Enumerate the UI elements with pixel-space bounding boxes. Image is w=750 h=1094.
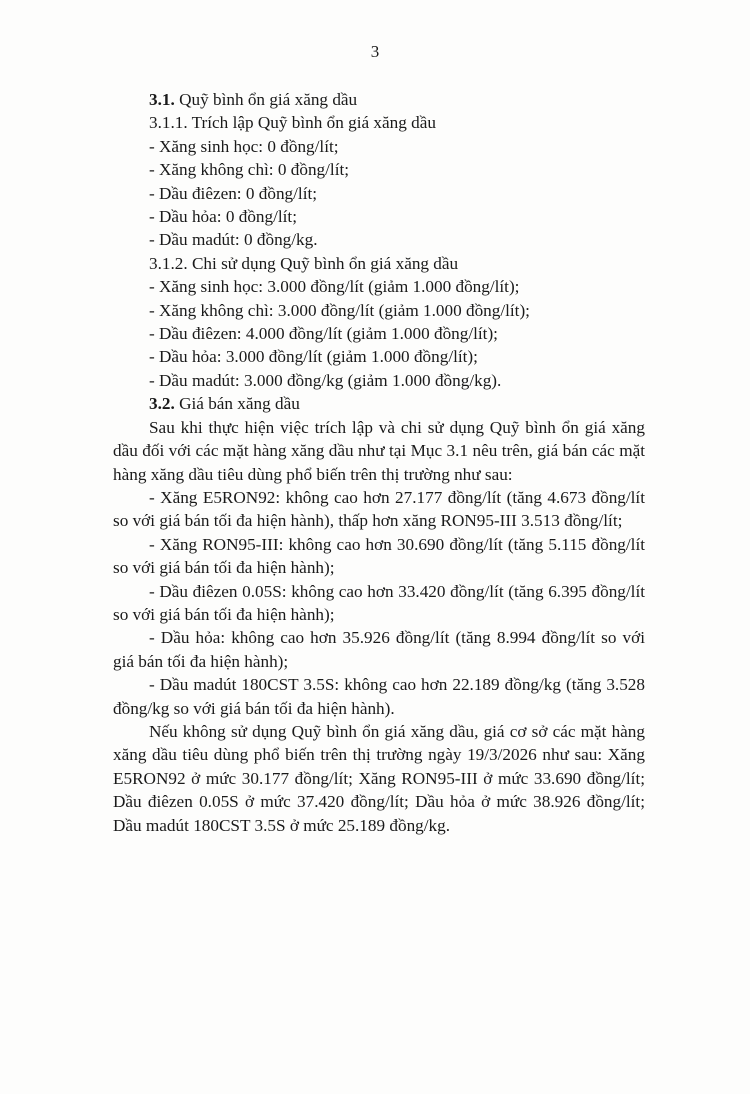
section-3-2-title: Giá bán xăng dầu bbox=[174, 394, 300, 414]
list-item: - Dầu điêzen: 0 đồng/lít; bbox=[149, 183, 318, 203]
list-item: - Xăng không chì: 0 đồng/lít; bbox=[149, 160, 350, 180]
closing-paragraph: Nếu không sử dụng Quỹ bình ổn giá xăng dầu, giá cơ sở các mặt hàng xăng dầu tiêu dùng phổ biến trên thị trường ngày 19/3/2026 như sau: Xăng E5RON92 ở mức 30.177 đồng/lít; Xăng RON95-III ở mức 33.690 đồng/lít; Dầu điêzen 0.05S ở mức 37.420 đồng/lít; Dầu hỏa ở mức 38.926 đồng/lít; Dầu madút 180CST 3.5S ở mức 25.189 đồng/kg. bbox=[113, 721, 645, 835]
list-item: - Xăng sinh học: 0 đồng/lít; bbox=[149, 136, 339, 156]
section-3-1-number: 3.1. bbox=[149, 90, 175, 109]
list-item: - Dầu điêzen: 4.000 đồng/lít (giảm 1.000 đồng/lít); bbox=[149, 324, 498, 344]
price-item: - Dầu hỏa: không cao hơn 35.926 đồng/lít (tăng 8.994 đồng/lít so với giá bán tối đa hiện hành); bbox=[113, 628, 645, 671]
list-item: - Dầu madút: 3.000 đồng/kg (giảm 1.000 đồng/kg). bbox=[149, 370, 502, 390]
list-item: - Xăng không chì: 3.000 đồng/lít (giảm 1.000 đồng/lít); bbox=[149, 300, 530, 320]
subsection-3-1-2-heading: 3.1.2. Chi sử dụng Quỹ bình ổn giá xăng dầu bbox=[149, 253, 459, 273]
list-item: - Dầu hỏa: 0 đồng/lít; bbox=[149, 207, 297, 227]
price-item: - Xăng E5RON92: không cao hơn 27.177 đồng/lít (tăng 4.673 đồng/lít so với giá bán tối đa hiện hành), thấp hơn xăng RON95-III 3.513 đồng/lít; bbox=[113, 487, 645, 531]
list-item: - Dầu hỏa: 3.000 đồng/lít (giảm 1.000 đồng/lít); bbox=[149, 347, 478, 367]
list-item: - Xăng sinh học: 3.000 đồng/lít (giảm 1.000 đồng/lít); bbox=[149, 277, 520, 297]
price-item: - Dầu madút 180CST 3.5S: không cao hơn 22.189 đồng/kg (tăng 3.528 đồng/kg so với giá bán tối đa hiện hành). bbox=[113, 675, 645, 718]
section-3-1-heading bbox=[113, 88, 645, 111]
page-number: 3 bbox=[370, 42, 380, 61]
section-3-2-heading bbox=[113, 392, 645, 415]
subsection-3-1-1-heading: 3.1.1. Trích lập Quỹ bình ổn giá xăng dầu bbox=[149, 113, 436, 133]
list-item: - Dầu madút: 0 đồng/kg. bbox=[149, 230, 318, 250]
price-item: - Xăng RON95-III: không cao hơn 30.690 đồng/lít (tăng 5.115 đồng/lít so với giá bán tối đa hiện hành); bbox=[113, 534, 645, 578]
price-item: - Dầu điêzen 0.05S: không cao hơn 33.420 đồng/lít (tăng 6.395 đồng/lít so với giá bán tối đa hiện hành); bbox=[113, 581, 645, 624]
section-3-1-title: Quỹ bình ổn giá xăng dầu bbox=[174, 90, 358, 109]
intro-paragraph: Sau khi thực hiện việc trích lập và chi sử dụng Quỹ bình ổn giá xăng dầu đối với các mặt hàng xăng dầu như tại Mục 3.1 nêu trên, giá bán các mặt hàng xăng dầu tiêu dùng phổ biến trên thị trường như sau: bbox=[113, 417, 645, 484]
document-body bbox=[113, 88, 645, 837]
section-3-2-number: 3.2. bbox=[149, 394, 175, 414]
